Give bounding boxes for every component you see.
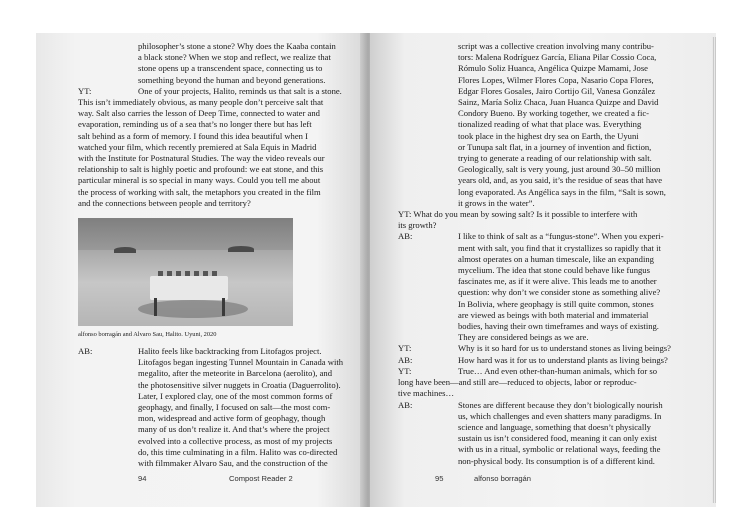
speaker-ab: AB: — [398, 354, 413, 365]
intro-line: script was a collective creation involving many contribu- — [458, 41, 654, 51]
intro-line: Geologically, salt is very young, just around 30–50 million — [458, 164, 661, 175]
intro-line: tors: Malena Rodríguez García, Eliana Pilar Cossio Coca, — [458, 52, 657, 63]
ab-answer-line: mycelium. The idea that stone could behave like fungus — [458, 265, 650, 276]
page-edges — [712, 37, 716, 503]
ab-answer-line: Litofagos began ingesting Tunnel Mountain in Canada with — [138, 357, 344, 368]
right-page — [370, 33, 716, 507]
speaker-yt: YT: — [398, 365, 412, 376]
ab-answer-first-line: AB: Halito feels like backtracking from Litofagos project. — [78, 346, 322, 356]
ab-answer-line: sustain us isn’t considered food, meaning it can only exist — [458, 433, 657, 444]
speaker-yt: YT: — [78, 85, 92, 96]
open-book — [36, 33, 716, 507]
intro-line: took place in the highest dry sea on Earth, the Uyuni — [458, 130, 639, 141]
ab-answer-line: with filmmaker Alvaro Sau, and the construction of the — [138, 458, 328, 469]
ab-answer-line: are viewed as beings with both material and immaterial — [458, 309, 649, 320]
photo-caption: alfonso borragán and Alvaro Sau, Halito. Uyuni, 2020 — [78, 331, 217, 338]
opening-line: stone opens up a transcendent space, connecting us to — [138, 63, 323, 74]
ab-answer-line: Later, I explored clay, one of the most common forms of — [138, 390, 333, 401]
ab-answer-line: do, this time culminating in a film. Halito was co-directed — [138, 446, 338, 457]
page-number-right: 95 — [435, 474, 444, 483]
ab-answer-line: fascinates me, as if it were alive. This leads me to another — [458, 276, 657, 287]
intro-line: Flores Lopes, Wilmer Flores Copa, Nasario Copa Flores, — [458, 74, 654, 85]
yt-question-line: relationship to salt is highly poetic and profound: we eat stone, and this — [78, 164, 324, 175]
ab-answer-line: the photosensitive silver nuggets in Croatia (Daguerrolito). — [138, 379, 341, 390]
yt-question-line: YT: Why is it so hard for us to understand stones as living beings? — [398, 343, 671, 354]
speaker-ab: AB: — [398, 399, 413, 410]
yt-question-line: This isn’t immediately obvious, as many people don’t perceive salt that — [78, 97, 324, 108]
ab-answer-line: megalito, after the meteorite in Barcelona (aerolito), and — [138, 368, 332, 379]
intro-line: years old, and, as you said, it’s the residue of seas that have — [458, 175, 663, 186]
ab-answer-line: ment with salt, you find that it crystallizes so rapidly that it — [458, 242, 661, 253]
left-page — [36, 33, 366, 507]
ab-answer — [78, 346, 358, 469]
ab-answer-line: bodies, having their own timeframes and ways of existing. — [458, 321, 659, 332]
intro-line: Condory Bueno. By working together, we created a fic- — [458, 108, 650, 119]
opening-line: philosopher’s stone a stone? Why does the Kaaba contain — [138, 41, 336, 51]
yt-question-line: watched your film, which recently premiered at Sala Equis in Madrid — [78, 141, 317, 152]
intro-line: tionalized reading of what that place was. Everything — [458, 119, 642, 130]
intro-line: long evaporated. As Angélica says in the film, “Salt is sown, — [458, 186, 666, 197]
intro-line: Sainz, María Soliz Chaca, Juan Huanca Quizpe and David — [458, 97, 659, 108]
yt-question-line: its growth? — [398, 220, 437, 231]
ab-answer-first-line: AB: Stones are different because they don’t biologically nourish — [398, 399, 663, 410]
yt-question-line: YT: What do you mean by sowing salt? Is it possible to interfere with — [398, 209, 638, 220]
intro-line: trying to generate a reading of our relationship with salt. — [458, 153, 652, 164]
intro-line: Rómulo Soliz Huanca, Angélica Quizpe Mamami, Jose — [458, 63, 648, 74]
yt-question-line: particular mineral is so special in many ways. Could you tell me about — [78, 175, 321, 186]
ab-answer-line: with us in a ritual, symbolic or relational ways, feeding the — [458, 444, 661, 455]
running-title-left: Compost Reader 2 — [229, 474, 293, 483]
speaker-yt: YT: — [398, 343, 412, 354]
ab-answer-line: mon, widespread and active form of geophagy, though — [138, 413, 326, 424]
yt-question-first-line: YT: One of your projects, Halito, reminds us that salt is a stone. — [78, 85, 342, 96]
page-number-left: 94 — [138, 474, 147, 483]
yt-question-line: YT: True… And even other-than-human animals, which for so — [398, 365, 658, 376]
ab-answer-line: They are considered beings as we are. — [458, 332, 589, 343]
ab-answer-line: non-physical body. Its consumption is of a different kind. — [458, 455, 655, 466]
speaker-ab: AB: — [78, 346, 93, 356]
ab-answer-line: evolved into a collective process, as most of my projects — [138, 435, 333, 446]
running-title-right: alfonso borragán — [474, 474, 531, 483]
intro-line: it grows in the water”. — [458, 197, 535, 208]
ab-answer-line: In Bolivia, where geophagy is still quite common, stones — [458, 298, 654, 309]
ab-answer-line: many of us don’t realize it. And that’s where the project — [138, 424, 330, 435]
yt-question-line: with the Institute for Postnatural Studies. The way the video reveals our — [78, 153, 325, 164]
right-page-text — [398, 41, 703, 467]
ab-answer-first-line: AB: I like to think of salt as a “fungus-stone”. When you experi- — [398, 231, 664, 242]
intro-line: Edgar Flores Gosales, Jairo Cortijo Gil, Vanesa González — [458, 85, 656, 96]
yt-question-line: long have been—and still are—reduced to objects, labor or reproduc- — [398, 377, 637, 388]
yt-question-line: way. Salt also carries the lesson of Deep Time, connected to water and — [78, 108, 320, 119]
yt-question-line: salt behind as a form of memory. I found this idea beautiful when I — [78, 130, 308, 141]
ab-answer-line: geophagy, and finally, I focused on salt—the most com- — [138, 402, 331, 413]
ab-answer-line: question: why don’t we consider stone as something alive? — [458, 287, 661, 298]
ab-answer-line: science and language, something that doesn’t physically — [458, 421, 651, 432]
yt-question-line: and the connections between people and territory? — [78, 197, 251, 208]
yt-question-line: evaporation, reminding us of a sea that’s no longer there but has left — [78, 119, 312, 130]
salt-flat-photo — [78, 218, 293, 326]
intro-line: or Tunupa salt flat, in a journey of invention and fiction, — [458, 141, 652, 152]
ab-answer-line: us, which challenges and even shatters many paradigms. In — [458, 410, 662, 421]
speaker-ab: AB: — [398, 231, 413, 242]
opening-line: something beyond the human and beyond generations. — [138, 74, 326, 85]
left-page-text — [78, 41, 358, 209]
opening-line: a black stone? When we stop and reflect, we realize that — [138, 52, 331, 63]
yt-question-line: tive machines… — [398, 388, 455, 399]
yt-question-line: the process of working with salt, the metaphors you created in the film — [78, 186, 321, 197]
ab-answer-line: AB: How hard was it for us to understand plants as living beings? — [398, 354, 668, 365]
ab-answer-line: almost operates on a human timescale, like an expanding — [458, 253, 654, 264]
